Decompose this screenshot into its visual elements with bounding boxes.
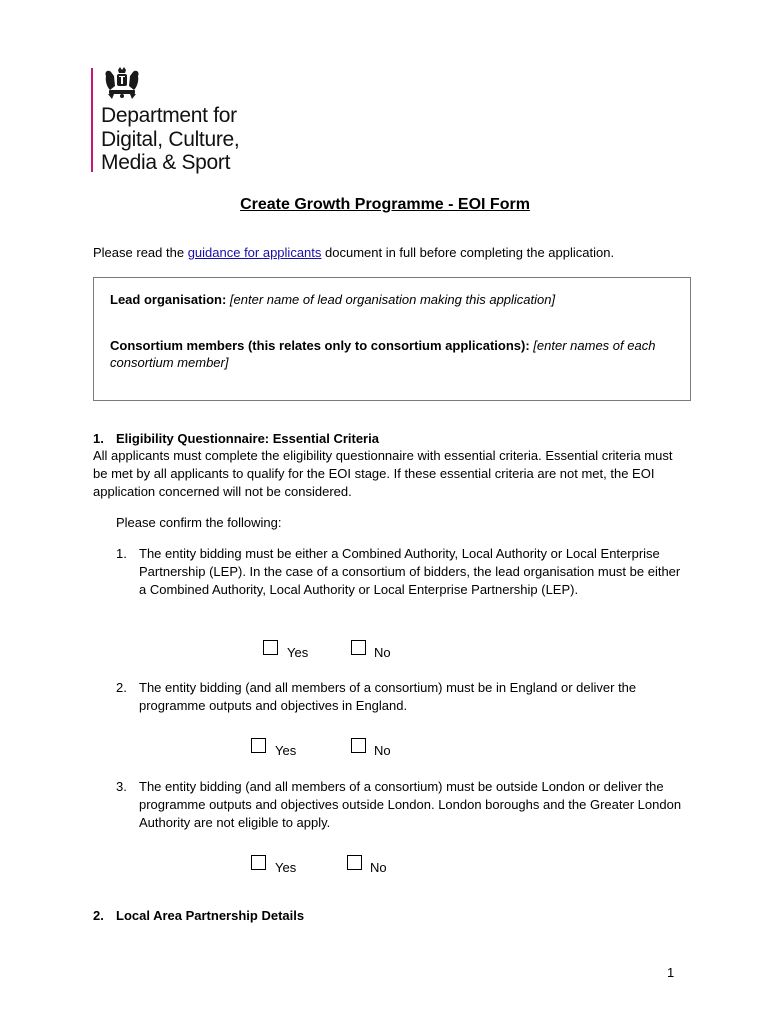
q3-no-label: No <box>370 860 387 875</box>
question-item <box>116 545 686 598</box>
section-1-number: 1. <box>93 431 104 446</box>
question-item <box>116 679 686 715</box>
page-number: 1 <box>667 965 675 980</box>
intro-paragraph <box>93 245 614 260</box>
department-logo-text <box>101 104 239 175</box>
logo-line-3: Media & Sport <box>101 151 231 174</box>
q1-yes-label: Yes <box>287 645 309 660</box>
question-text: The entity bidding (and all members of a consortium) must be in England or deliver the programme outputs and objectives in England. <box>139 680 637 713</box>
question-text: The entity bidding must be either a Combined Authority, Local Authority or Local Enterprise Partnership (LEP). In the case of a consortium of bidders, the lead organisation must be either a Combined Authority, Local Authority or Local Enterprise Partnership (LEP). <box>139 546 681 597</box>
royal-crest-icon <box>100 66 144 102</box>
q1-no-label: No <box>374 645 391 660</box>
q3-yes-label: Yes <box>275 860 297 875</box>
section-1-paragraph: All applicants must complete the eligibility questionnaire with essential criteria. Essential criteria must be met by all applicants to qualify for the EOI stage. If these essential criteria are not met, the EOI application concerned will not be considered. <box>93 448 673 499</box>
q3-no-checkbox[interactable] <box>347 855 362 870</box>
form-title: Create Growth Programme - EOI Form <box>240 196 530 213</box>
q2-yes-label: Yes <box>275 743 297 758</box>
question-item <box>116 778 686 831</box>
consortium-members-label: Consortium members (this relates only to consortium applications): <box>110 338 530 353</box>
section-1-title: Eligibility Questionnaire: Essential Criteria <box>116 431 379 446</box>
confirm-instruction: Please confirm the following: <box>116 515 282 530</box>
question-number: 2. <box>116 680 127 695</box>
lead-organisation-label: Lead organisation: <box>110 292 227 307</box>
section-2-number: 2. <box>93 908 104 923</box>
question-number: 1. <box>116 546 127 561</box>
intro-after: document in full before completing the application. <box>321 245 615 260</box>
section-1-heading <box>93 431 379 446</box>
q1-yes-checkbox[interactable] <box>263 640 278 655</box>
q1-no-checkbox[interactable] <box>351 640 366 655</box>
question-number: 3. <box>116 779 127 794</box>
q2-no-checkbox[interactable] <box>351 738 366 753</box>
intro-before: Please read the <box>93 245 188 260</box>
q3-yes-checkbox[interactable] <box>251 855 266 870</box>
logo-line-2: Digital, Culture, <box>101 127 240 151</box>
q2-no-label: No <box>374 743 391 758</box>
consortium-members-field[interactable] <box>110 338 680 371</box>
section-2-heading <box>93 908 304 923</box>
q2-yes-checkbox[interactable] <box>251 738 266 753</box>
lead-organisation-field[interactable] <box>110 292 555 307</box>
lead-organisation-placeholder[interactable]: [enter name of lead organisation making this application] <box>226 292 556 307</box>
question-text: The entity bidding (and all members of a consortium) must be outside London or deliver the programme outputs and objectives outside London. London boroughs and the Greater London Authority are not eligible to apply. <box>139 779 682 830</box>
logo-line-1: Department for <box>101 104 237 127</box>
consortium-members-placeholder[interactable]: [enter names of each consortium member] <box>110 338 656 370</box>
section-2-title: Local Area Partnership Details <box>116 908 305 923</box>
logo-accent-bar <box>91 68 93 172</box>
guidance-link[interactable]: guidance for applicants <box>187 245 322 260</box>
